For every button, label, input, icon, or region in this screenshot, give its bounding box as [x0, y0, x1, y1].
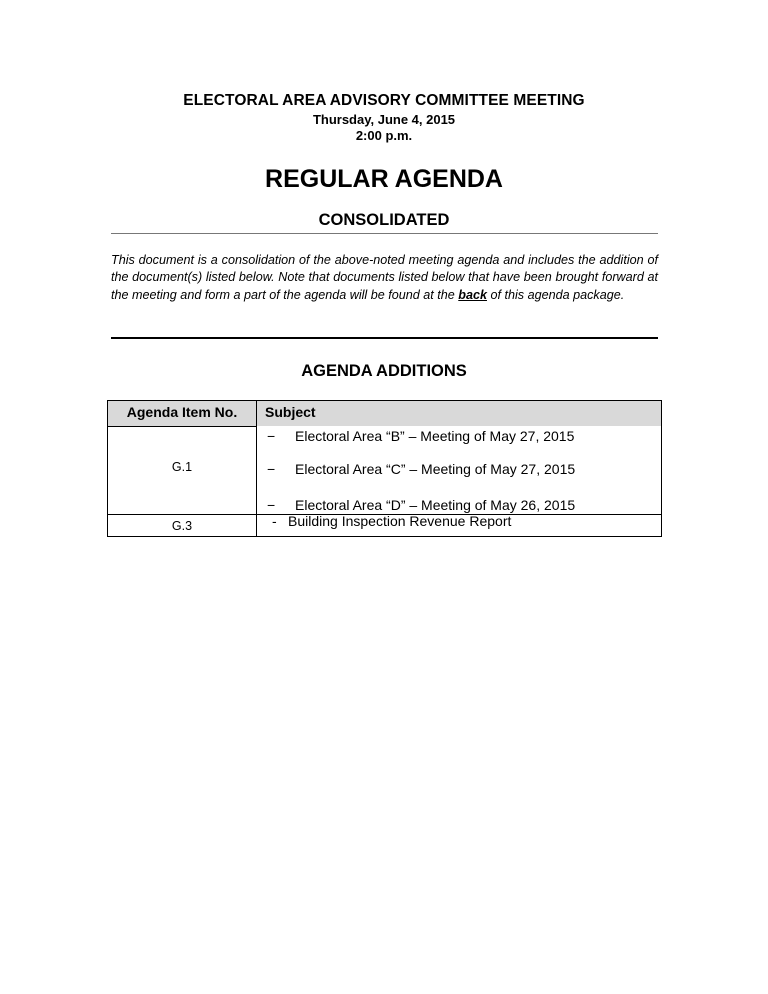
bullet: - — [272, 513, 277, 529]
bullet: − — [267, 497, 276, 513]
subject-text: Building Inspection Revenue Report — [288, 513, 512, 529]
agenda-title: REGULAR AGENDA — [265, 165, 503, 193]
meeting-title: ELECTORAL AREA ADVISORY COMMITTEE MEETING — [183, 92, 585, 109]
intro-text-before: This document is a consolidation of the above-noted meeting agenda and includes the addition of the document(s) listed below. Note that documents listed below that have been brought forward at the meeting and form a part of the agenda will be found at the — [111, 253, 658, 302]
table-cell-item: G.1 — [171, 460, 193, 474]
table-cell-subject — [267, 428, 574, 444]
intro-emphasis: back — [458, 287, 487, 302]
bullet: − — [267, 428, 276, 444]
meeting-date: Thursday, June 4, 2015 — [312, 112, 456, 127]
table-cell-subject — [267, 461, 575, 477]
subject-text: Electoral Area “B” – Meeting of May 27, 2015 — [295, 428, 575, 444]
additions-heading: AGENDA ADDITIONS — [301, 362, 467, 380]
consolidated-heading: CONSOLIDATED — [318, 211, 450, 229]
table-cell-subject — [267, 497, 575, 513]
meeting-time: 2:00 p.m. — [355, 128, 413, 143]
divider — [111, 233, 658, 234]
subject-text: Electoral Area “C” – Meeting of May 27, 2015 — [295, 461, 576, 477]
subject-text: Electoral Area “D” – Meeting of May 26, 2015 — [295, 497, 576, 513]
intro-paragraph — [111, 252, 658, 304]
section-divider — [111, 337, 658, 339]
intro-text-after: of this agenda package. — [486, 287, 625, 302]
bullet: − — [267, 461, 276, 477]
table-cell-subject — [272, 513, 511, 529]
table-column-divider — [256, 401, 257, 536]
table-cell-item: G.3 — [171, 519, 193, 533]
column-header-subject: Subject — [265, 404, 316, 420]
column-header-item: Agenda Item No. — [126, 404, 238, 420]
table-row-divider — [108, 426, 257, 427]
